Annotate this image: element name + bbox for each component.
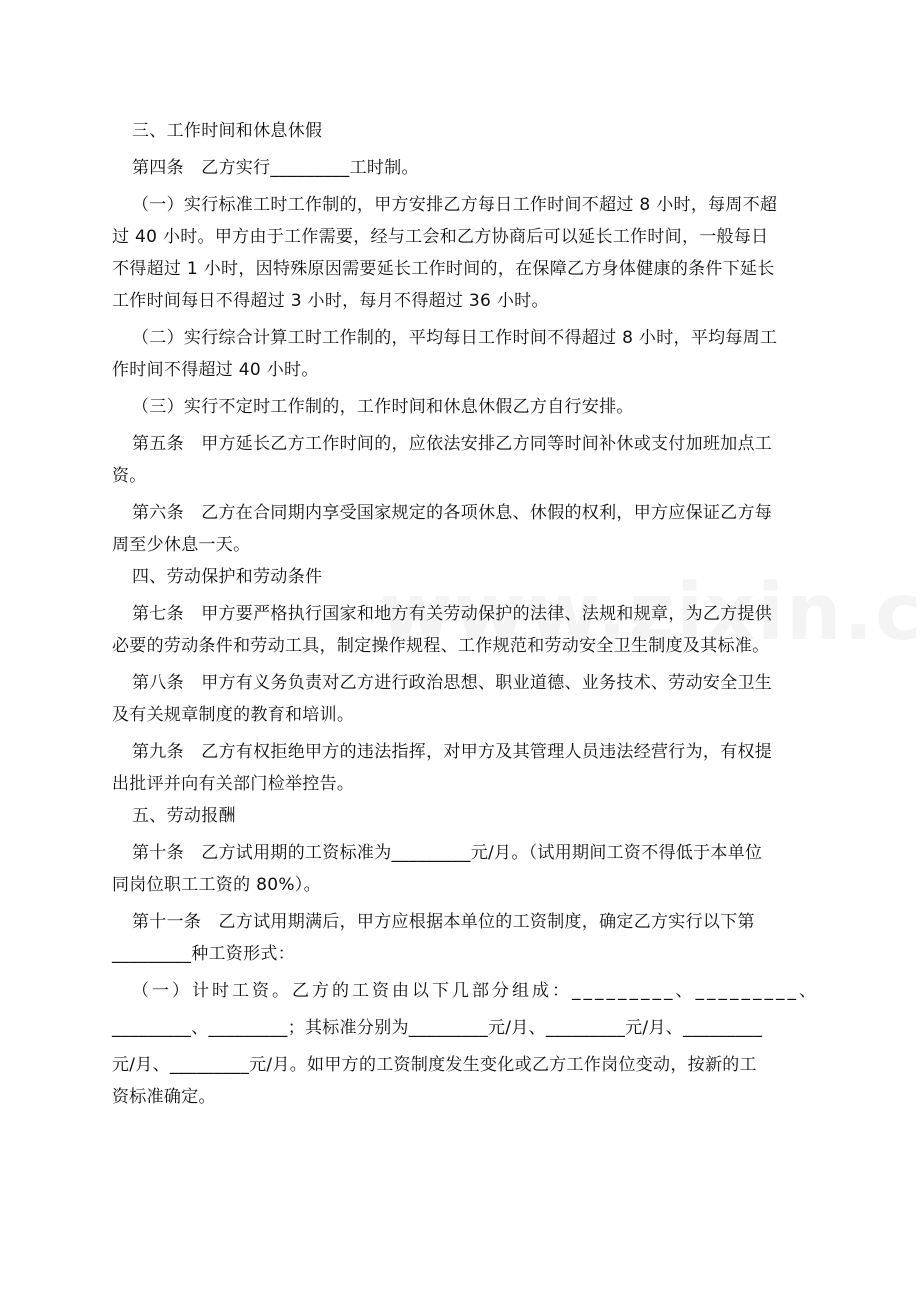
article-11-item-1-line-2: _________、_________；其标准分别为_________元/月、_________元/月、_________	[112, 1018, 763, 1038]
article-4-item-1-line-2: 过 40 小时。甲方由于工作需要，经与工会和乙方协商后可以延长工作时间，一般每日	[112, 227, 769, 247]
article-5-line-1: 第五条 甲方延长乙方工作时间的，应依法安排乙方同等时间补休或支付加班加点工	[132, 434, 773, 454]
section-heading-work-time: 三、工作时间和休息休假	[132, 121, 323, 141]
article-4-item-1-line-4: 工作时间每日不得超过 3 小时，每月不得超过 36 小时。	[112, 291, 549, 311]
section-heading-remuneration: 五、劳动报酬	[132, 806, 236, 826]
article-11-item-1-line-4: 资标准确定。	[112, 1087, 216, 1107]
article-11-item-1-line-1: （一）计时工资。乙方的工资由以下几部分组成：_________、_________、	[132, 981, 819, 1001]
article-8-line-2: 及有关规章制度的教育和培训。	[112, 705, 355, 725]
article-5-line-2: 资。	[112, 466, 147, 486]
article-4-item-3: （三）实行不定时工作制的，工作时间和休息休假乙方自行安排。	[132, 397, 634, 417]
article-11-line-2: _________种工资形式：	[112, 944, 295, 964]
article-8-line-1: 第八条 甲方有义务负责对乙方进行政治思想、职业道德、业务技术、劳动安全卫生	[132, 673, 773, 693]
article-9-line-2: 出批评并向有关部门检举控告。	[112, 774, 355, 794]
article-4: 第四条 乙方实行_________工时制。	[132, 158, 419, 178]
article-7-line-2: 必要的劳动条件和劳动工具，制定操作规程、工作规范和劳动安全卫生制度及其标准。	[112, 636, 770, 656]
article-11-line-1: 第十一条 乙方试用期满后，甲方应根据本单位的工资制度，确定乙方实行以下第	[132, 912, 755, 932]
article-10-line-2: 同岗位职工工资的 80%）。	[112, 875, 321, 895]
article-9-line-1: 第九条 乙方有权拒绝甲方的违法指挥，对甲方及其管理人员违法经营行为，有权提	[132, 742, 773, 762]
article-6-line-1: 第六条 乙方在合同期内享受国家规定的各项休息、休假的权利，甲方应保证乙方每	[132, 503, 773, 523]
article-10-line-1: 第十条 乙方试用期的工资标准为_________元/月。（试用期间工资不得低于本单位	[132, 843, 763, 863]
article-11-item-1-line-3: 元/月、_________元/月。如甲方的工资制度发生变化或乙方工作岗位变动，按新的工	[112, 1055, 757, 1075]
section-heading-labor-protection: 四、劳动保护和劳动条件	[132, 567, 323, 587]
article-7-line-1: 第七条 甲方要严格执行国家和地方有关劳动保护的法律、法规和规章，为乙方提供	[132, 604, 773, 624]
article-4-item-1-line-1: （一）实行标准工时工作制的，甲方安排乙方每日工作时间不超过 8 小时，每周不超	[132, 195, 778, 215]
article-4-item-1-line-3: 不得超过 1 小时，因特殊原因需要延长工作时间的，在保障乙方身体健康的条件下延长	[112, 259, 775, 279]
document-body	[112, 115, 819, 1113]
article-4-item-2-line-1: （二）实行综合计算工时工作制的，平均每日工作时间不得超过 8 小时，平均每周工	[132, 328, 778, 348]
article-6-line-2: 周至少休息一天。	[112, 535, 251, 555]
article-4-item-2-line-2: 作时间不得超过 40 小时。	[112, 360, 319, 380]
